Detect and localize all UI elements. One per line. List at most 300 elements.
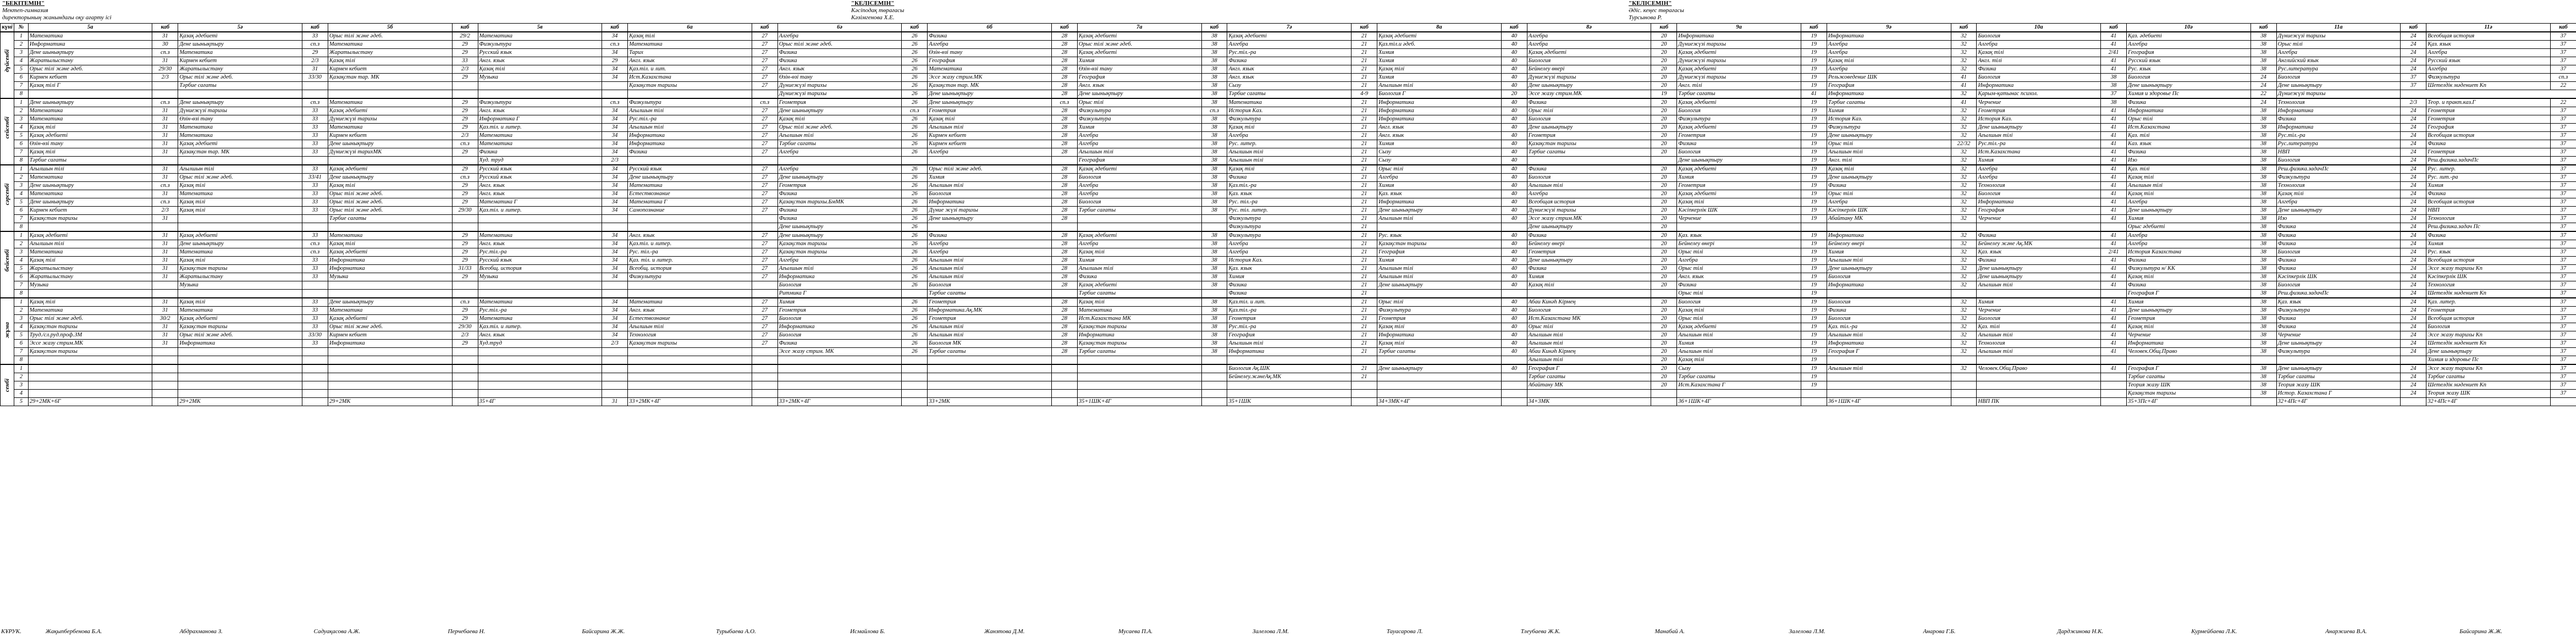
subject-cell [328, 223, 452, 232]
room-cell: 37 [2101, 90, 2127, 99]
class-teacher-name: Мусаева П.А. [1118, 628, 1153, 635]
room-cell: 20 [1651, 98, 1677, 107]
subject-cell: Англ. язык [628, 231, 752, 240]
approval-title: "КЕЛІСЕМІН" [1629, 0, 1672, 7]
room-cell: 40 [1501, 132, 1527, 140]
room-cell: 33 [302, 32, 328, 41]
subject-cell: Биология [2276, 157, 2401, 165]
subject-cell: Информатика [777, 323, 902, 331]
subject-cell: Қазақ әдебиеті [178, 315, 302, 323]
subject-cell: Алгебра [1827, 198, 1951, 207]
subject-cell: Ағылшын тілі [928, 124, 1052, 132]
room-cell: 21 [1352, 273, 1377, 281]
room-cell: 33 [302, 190, 328, 198]
room-cell [1651, 290, 1677, 298]
subject-cell: Ағылшын тілі [1677, 348, 1801, 356]
room-cell: 24 [2401, 207, 2426, 215]
room-cell: 26 [902, 207, 928, 215]
lesson-number: 8 [14, 157, 28, 165]
room-cell: 20 [1651, 41, 1677, 49]
subject-cell: Биология Ақ.ШК [1227, 364, 1352, 373]
subject-cell: Дене шынықтыру [2426, 348, 2551, 356]
subject-cell: Алгебра [1077, 182, 1201, 190]
room-cell: 29 [452, 124, 478, 132]
room-cell: 24 [2401, 32, 2426, 41]
subject-cell: Англ. язык [478, 190, 602, 198]
room-cell: 38 [1201, 248, 1227, 257]
room-cell [902, 398, 928, 406]
column-header: 10а [1977, 24, 2101, 32]
lesson-row [1, 356, 2576, 365]
room-cell: 20 [1651, 107, 1677, 115]
subject-cell: 35+1ШК+4Г [1077, 398, 1201, 406]
room-cell: 21 [1352, 140, 1377, 148]
subject-cell: Математика [28, 174, 152, 182]
subject-cell: Дене шынықтыру [2127, 82, 2251, 90]
subject-cell: Қазақ тілі [1977, 49, 2101, 57]
timetable [0, 23, 2576, 406]
subject-cell: Русский язык [2127, 57, 2251, 65]
class-teacher-name: Исмайлова Б. [850, 628, 885, 635]
room-cell: 38 [2250, 223, 2276, 232]
subject-cell: Музыка [478, 273, 602, 281]
subject-cell: Қаз. язык [1377, 190, 1502, 198]
room-cell: 38 [2250, 65, 2276, 74]
subject-cell [928, 390, 1052, 398]
room-cell: 37 [2550, 124, 2576, 132]
class-teacher-name: Байсарина Ж.Ж. [2459, 628, 2503, 635]
room-cell: 37 [2550, 49, 2576, 57]
room-cell: 24 [2401, 240, 2426, 248]
subject-cell: Қазақ тілі [178, 182, 302, 190]
room-cell: 40 [1501, 124, 1527, 132]
room-cell: 21 [1352, 257, 1377, 265]
subject-cell: Қазақ әдебиеті [28, 132, 152, 140]
room-cell: 38 [1201, 90, 1227, 99]
room-cell: 26 [902, 273, 928, 281]
day-label: сейсенбі [1, 98, 14, 165]
subject-cell: Англ. язык [1377, 132, 1502, 140]
subject-cell: Математика [178, 190, 302, 198]
subject-cell: Алгебра [1977, 41, 2101, 49]
room-cell: 38 [2250, 340, 2276, 348]
subject-cell [628, 290, 752, 298]
subject-cell: Биология [1527, 174, 1651, 182]
subject-cell: Ағылшын тілі [1827, 257, 1951, 265]
subject-cell: Физика [2127, 257, 2251, 265]
subject-cell: Дене шынықтыру [1827, 265, 1951, 273]
subject-cell: Химия [1827, 248, 1951, 257]
subject-cell: Физика [1227, 57, 1352, 65]
class-teacher-name: Садуақасова А.Ж. [313, 628, 361, 635]
room-cell: 34 [602, 323, 628, 331]
room-cell: сп.з [152, 98, 178, 107]
room-cell: 34 [602, 182, 628, 190]
subject-cell: Ағылшын тілі [777, 265, 902, 273]
subject-cell: Физика [1227, 290, 1352, 298]
subject-cell: Қарым-қатынас психол. [1977, 90, 2101, 99]
room-cell: 24 [2401, 148, 2426, 157]
room-cell: 33 [302, 115, 328, 124]
room-cell: 34 [602, 124, 628, 132]
subject-cell: Технология [628, 331, 752, 340]
room-cell: 32 [1951, 364, 1977, 373]
room-cell: 37 [2550, 132, 2576, 140]
room-cell: 38 [1201, 49, 1227, 57]
subject-cell: Шетелдік мәдениет Кп [2426, 82, 2551, 90]
room-cell [152, 381, 178, 390]
room-cell: 24 [2401, 140, 2426, 148]
room-cell: 27 [752, 148, 777, 157]
subject-cell: Дене шынықтыру [1377, 207, 1502, 215]
room-cell: 19 [1801, 331, 1827, 340]
room-cell: 38 [1201, 157, 1227, 165]
room-cell: 20 [1651, 198, 1677, 207]
room-cell: сп.з [752, 98, 777, 107]
subject-cell [328, 281, 452, 290]
subject-cell: Музыка [178, 281, 302, 290]
room-cell [1501, 398, 1527, 406]
lesson-row [1, 207, 2576, 215]
lesson-number: 2 [14, 107, 28, 115]
room-cell: 38 [1201, 174, 1227, 182]
subject-cell [28, 381, 152, 390]
room-cell [1801, 398, 1827, 406]
room-cell: 21 [1352, 215, 1377, 223]
subject-cell: География [2127, 49, 2251, 57]
subject-cell: Өзін-өзі тану [28, 140, 152, 148]
class-teacher-name: Дарджинова Н.К. [2057, 628, 2104, 635]
room-cell: 40 [1501, 49, 1527, 57]
subject-cell [28, 90, 152, 99]
subject-cell: Қаз. тілі [2127, 132, 2251, 140]
lesson-number: 5 [14, 65, 28, 74]
room-cell: 38 [1201, 148, 1227, 157]
lesson-row [1, 82, 2576, 90]
subject-cell: Ағылшын тілі [1827, 148, 1951, 157]
room-cell: 37 [2550, 348, 2576, 356]
room-cell: 37 [2550, 340, 2576, 348]
room-cell: 26 [902, 231, 928, 240]
subject-cell: Орыс тілі [2127, 115, 2251, 124]
room-cell: 40 [1501, 190, 1527, 198]
subject-cell: Дүниежүзі тарихы [1527, 207, 1651, 215]
subject-cell: Музыка [478, 74, 602, 82]
room-cell: 28 [1051, 215, 1077, 223]
subject-cell [1827, 356, 1951, 365]
room-cell [902, 157, 928, 165]
subject-cell: История Казахстана [2127, 248, 2251, 257]
room-cell: 33 [302, 132, 328, 140]
room-cell: 32 [1951, 65, 1977, 74]
room-cell [152, 157, 178, 165]
subject-cell: Информатика [328, 265, 452, 273]
room-cell: 37 [2550, 140, 2576, 148]
subject-cell: Дүниежүзі тарихы [178, 107, 302, 115]
subject-cell [1977, 373, 2101, 381]
room-cell: 41 [2101, 231, 2127, 240]
room-cell [452, 356, 478, 365]
subject-cell: Ағылшын тілі [1077, 148, 1201, 157]
room-cell [602, 215, 628, 223]
subject-cell: Алгебра [1377, 174, 1502, 182]
subject-cell: Дүниежүзі тарихы [328, 115, 452, 124]
subject-cell: Дене шынықтыру [2276, 207, 2401, 215]
subject-cell: Ағылшын тілі [1527, 182, 1651, 190]
room-cell: 29 [452, 165, 478, 174]
subject-cell: Дене шынықтыру [1977, 273, 2101, 281]
lesson-number: 5 [14, 331, 28, 340]
room-cell: 24 [2401, 298, 2426, 307]
subject-cell [1527, 157, 1651, 165]
room-cell: 20 [1651, 124, 1677, 132]
room-cell: 19 [1801, 231, 1827, 240]
room-cell: 2/3 [452, 65, 478, 74]
room-cell: 38 [1201, 182, 1227, 190]
subject-cell [328, 381, 452, 390]
room-cell: 21 [1352, 148, 1377, 157]
subject-cell: Физкультура [1827, 124, 1951, 132]
subject-cell: Жаратылыстану [28, 265, 152, 273]
room-cell: 28 [1051, 190, 1077, 198]
subject-cell: Алгебра [1077, 140, 1201, 148]
room-cell: 41 [2101, 207, 2127, 215]
subject-cell: Кирмен кебиет [28, 74, 152, 82]
subject-cell: Қаз.тіл. и литер. [478, 207, 602, 215]
subject-cell: Бейнелеу өнері [1527, 65, 1651, 74]
lesson-number: 4 [14, 57, 28, 65]
subject-cell: Физика [1527, 165, 1651, 174]
class-teacher-name: Байсарина Ж.Ж. [582, 628, 625, 635]
room-cell: 37 [2550, 157, 2576, 165]
subject-cell: 33+2МК+4Г [628, 398, 752, 406]
subject-cell: Геометрия [1677, 132, 1801, 140]
room-cell: 24 [2401, 364, 2426, 373]
subject-cell: Информатика [2276, 124, 2401, 132]
lesson-row [1, 381, 2576, 390]
subject-cell: Қазақ әдебиеті [1077, 32, 1201, 41]
room-cell: 28 [1051, 41, 1077, 49]
room-cell: 31 [152, 240, 178, 248]
subject-cell: Дене шынықтыру [1077, 90, 1201, 99]
room-cell: 27 [752, 323, 777, 331]
subject-cell [1677, 223, 1801, 232]
lesson-number: 6 [14, 207, 28, 215]
room-cell [1951, 398, 1977, 406]
subject-cell: Математика [178, 132, 302, 140]
room-cell: 31 [152, 273, 178, 281]
room-cell [1051, 398, 1077, 406]
room-cell: 29 [452, 273, 478, 281]
room-cell: 38 [2250, 240, 2276, 248]
room-cell: 21 [1352, 49, 1377, 57]
room-cell [302, 157, 328, 165]
subject-cell: Биология [1827, 273, 1951, 281]
subject-cell: Дүниежүзі тарихы [2276, 90, 2401, 99]
room-cell: 28 [1051, 248, 1077, 257]
subject-cell: Биология [777, 331, 902, 340]
room-cell: 27 [752, 190, 777, 198]
subject-cell: Технология [2426, 281, 2551, 290]
room-cell: 40 [1501, 265, 1527, 273]
subject-cell [1827, 290, 1951, 298]
column-header: каб [752, 24, 777, 32]
subject-cell: Тәрбие сағаты [2127, 373, 2251, 381]
room-cell: 37 [2550, 373, 2576, 381]
subject-cell: Қазақ тілі [1677, 356, 1801, 365]
room-cell [1951, 390, 1977, 398]
room-cell: 19 [1801, 74, 1827, 82]
lesson-number: 1 [14, 364, 28, 373]
column-header: күні [1, 24, 14, 32]
subject-cell [1377, 373, 1502, 381]
subject-cell [1377, 356, 1502, 365]
room-cell: 41 [2101, 57, 2127, 65]
lesson-number: 3 [14, 182, 28, 190]
room-cell: 19 [1801, 174, 1827, 182]
subject-cell: Қазақстан тарихы [628, 340, 752, 348]
subject-cell: Дене шынықтыру [928, 215, 1052, 223]
room-cell: 26 [902, 248, 928, 257]
room-cell: 29 [452, 315, 478, 323]
subject-cell: Қазақ тілі [1527, 281, 1651, 290]
room-cell: 37 [2550, 207, 2576, 215]
subject-cell: Ист.Казахстана [2127, 124, 2251, 132]
subject-cell: Қазақ тілі [1677, 198, 1801, 207]
column-header: 5а [28, 24, 152, 32]
room-cell: 19 [1801, 32, 1827, 41]
room-cell: 41 [2101, 315, 2127, 323]
subject-cell: Ағылшын тілі [28, 240, 152, 248]
subject-cell: Дене шынықтыру [1977, 124, 2101, 132]
subject-cell: Информатика [628, 132, 752, 140]
subject-cell: 35+4Г [478, 398, 602, 406]
subject-cell: Реш.физика.задач Пс [2426, 223, 2551, 232]
room-cell: 19 [1801, 215, 1827, 223]
subject-cell [928, 223, 1052, 232]
room-cell [302, 390, 328, 398]
room-cell: 37 [2550, 41, 2576, 49]
room-cell: 33 [302, 140, 328, 148]
subject-cell: Рус.тіл.-ра [1227, 323, 1352, 331]
room-cell [752, 215, 777, 223]
subject-cell: Биология [1677, 107, 1801, 115]
room-cell [302, 82, 328, 90]
subject-cell: Ағылшын тілі [1527, 340, 1651, 348]
room-cell: 21 [1352, 298, 1377, 307]
room-cell: 37 [2550, 356, 2576, 365]
room-cell: 37 [2550, 174, 2576, 182]
subject-cell: Математика [328, 307, 452, 315]
subject-cell: Математика [178, 248, 302, 257]
room-cell: 24 [2401, 323, 2426, 331]
room-cell: 41 [2101, 331, 2127, 340]
subject-cell: Физика [1827, 182, 1951, 190]
subject-cell: Физкультура [628, 98, 752, 107]
room-cell: 24 [2401, 49, 2426, 57]
room-cell: 37 [2550, 298, 2576, 307]
room-cell: 26 [902, 315, 928, 323]
column-header: 10ә [2127, 24, 2251, 32]
lesson-number: 2 [14, 307, 28, 315]
room-cell: 34 [602, 298, 628, 307]
subject-cell: Биология МК [928, 340, 1052, 348]
room-cell: 19 [1801, 124, 1827, 132]
room-cell [302, 364, 328, 373]
room-cell: 32 [1951, 307, 1977, 315]
room-cell: 20 [1651, 273, 1677, 281]
subject-cell: Черчение [1977, 307, 2101, 315]
room-cell [452, 281, 478, 290]
subject-cell [178, 90, 302, 99]
subject-cell [478, 373, 602, 381]
subject-cell: 33+2МК+4Г [777, 398, 902, 406]
subject-cell: Математика [478, 140, 602, 148]
room-cell: 20 [1651, 174, 1677, 182]
room-cell: 38 [2250, 248, 2276, 257]
subject-cell: Қазақ тілі [1377, 340, 1502, 348]
subject-cell: Биология [1977, 74, 2101, 82]
subject-cell: Физика [2426, 190, 2551, 198]
room-cell: 34 [602, 49, 628, 57]
subject-cell: Англ. язык [1377, 124, 1502, 132]
subject-cell: Физкультура [1227, 223, 1352, 232]
room-cell [902, 390, 928, 398]
subject-cell: Всеобщая история [2426, 315, 2551, 323]
column-header: № [14, 24, 28, 32]
room-cell [1201, 373, 1227, 381]
room-cell: 24 [2401, 174, 2426, 182]
subject-cell: Қаз. тілі [1977, 323, 2101, 331]
room-cell: 37 [2401, 74, 2426, 82]
lesson-number: 3 [14, 49, 28, 57]
room-cell: 24 [2401, 265, 2426, 273]
room-cell: 28 [1051, 140, 1077, 148]
room-cell: 38 [2101, 98, 2127, 107]
room-cell: 41 [1801, 90, 1827, 99]
class-teacher-name: Манабай А. [1654, 628, 1685, 635]
lesson-row [1, 340, 2576, 348]
subject-cell: Дене шынықтыру [328, 298, 452, 307]
column-header: каб [1201, 24, 1227, 32]
subject-cell: Ағылшын тілі [1377, 215, 1502, 223]
subject-cell: Химия [777, 298, 902, 307]
room-cell: 40 [1501, 57, 1527, 65]
subject-cell: Геометрия [1977, 107, 2101, 115]
room-cell: 28 [1051, 57, 1077, 65]
room-cell: 21 [1352, 315, 1377, 323]
room-cell: 21 [1352, 174, 1377, 182]
room-cell: 29 [452, 257, 478, 265]
subject-cell: Физика [1977, 65, 2101, 74]
subject-cell [1677, 390, 1801, 398]
subject-cell: Қазақстан тарихы [178, 323, 302, 331]
subject-cell [1077, 390, 1201, 398]
subject-cell: Дене шынықтыру [1377, 281, 1502, 290]
room-cell: 37 [2550, 215, 2576, 223]
subject-cell: Человек.Общ.Право [1977, 364, 2101, 373]
room-cell: 28 [1051, 165, 1077, 174]
room-cell: 29 [452, 307, 478, 315]
subject-cell: Рус.тіл.-ра [1227, 49, 1352, 57]
room-cell [1951, 373, 1977, 381]
room-cell: 32 [1951, 323, 1977, 331]
room-cell: 34 [602, 107, 628, 115]
room-cell [902, 364, 928, 373]
room-cell: 24 [2401, 340, 2426, 348]
subject-cell [478, 390, 602, 398]
subject-cell: Информатика [1827, 231, 1951, 240]
